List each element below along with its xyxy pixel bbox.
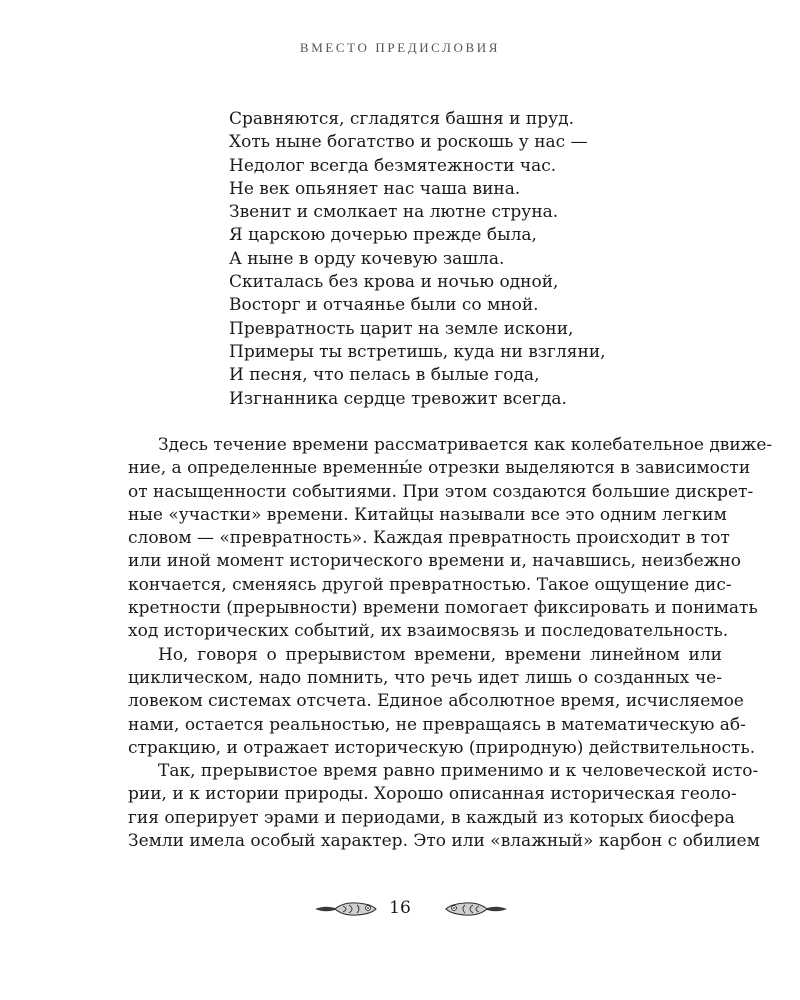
text-line: стракцию, и отражает историческую (природную) действительность.: [128, 737, 756, 758]
text-line: кончается, сменяясь другой превратностью. Такое ощущение дис-: [128, 574, 732, 595]
page-footer: [0, 896, 800, 926]
text-line: Земли имела особый характер. Это или «влажный» карбон с обилием: [128, 831, 760, 852]
poem-line: Превратность царит на земле искони,: [229, 318, 574, 339]
text-line: гия оперирует эрами и периодами, в каждый из которых биосфера: [128, 807, 735, 828]
text-line: кретности (прерывности) времени помогает фиксировать и понимать: [128, 598, 758, 619]
poem-line: Недолог всегда безмятежности час.: [229, 155, 557, 176]
text-line: циклическом, надо помнить, что речь идет лишь о созданных че-: [128, 667, 722, 688]
text-line: нами, остается реальностью, не превращаясь в математическую аб-: [128, 714, 746, 735]
poem-block: [229, 108, 689, 411]
text-line: рии, и к истории природы. Хорошо описанная историческая геоло-: [128, 784, 737, 805]
text-line: ход исторических событий, их взаимосвязь и последовательность.: [128, 621, 729, 642]
poem-line: Я царскою дочерью прежде была,: [229, 225, 537, 246]
text-line: ние, а определенные временны́е отрезки выделяются в зависимости: [128, 458, 751, 479]
body-text: [128, 434, 773, 853]
running-title: ВМЕСТО ПРЕДИСЛОВИЯ: [299, 40, 501, 55]
text-line: от насыщенности событиями. При этом создаются большие дискрет-: [128, 481, 754, 502]
poem-line: Примеры ты встретишь, куда ни взгляни,: [229, 341, 606, 362]
fish-ornament-right-icon: [443, 900, 509, 918]
text-line: ные «участки» времени. Китайцы называли все это одним легким: [128, 504, 727, 525]
text-line: или иной момент исторического времени и, начавшись, неизбежно: [128, 551, 741, 572]
poem-line: Изгнанника сердце тревожит всегда.: [229, 388, 567, 409]
poem-line: Не век опьяняет нас чаша вина.: [229, 178, 521, 199]
poem-line: Звенит и смолкает на лютне струна.: [229, 202, 559, 223]
text-line: словом — «превратность». Каждая превратность происходит в тот: [128, 528, 730, 549]
text-line: Здесь течение времени рассматривается как колебательное движе-: [158, 435, 773, 455]
poem-line: Хоть ныне богатство и роскошь у нас —: [229, 132, 588, 153]
page-number: 16: [389, 898, 411, 918]
text-line: ловеком системах отсчета. Единое абсолютное время, исчисляемое: [128, 691, 744, 712]
poem-line: А ныне в орду кочевую зашла.: [229, 248, 505, 269]
poem-line: И песня, что пелась в былые года,: [229, 365, 540, 386]
text-line: Так, прерывистое время равно применимо и к человеческой исто-: [158, 761, 759, 782]
text-line: Но, говоря о прерывистом времени, времени линейном или: [158, 644, 722, 665]
poem-line: Скиталась без крова и ночью одной,: [229, 272, 559, 293]
poem-line: Сравняются, сгладятся башня и пруд.: [229, 109, 574, 129]
poem-line: Восторг и отчаянье были со мной.: [229, 295, 539, 316]
